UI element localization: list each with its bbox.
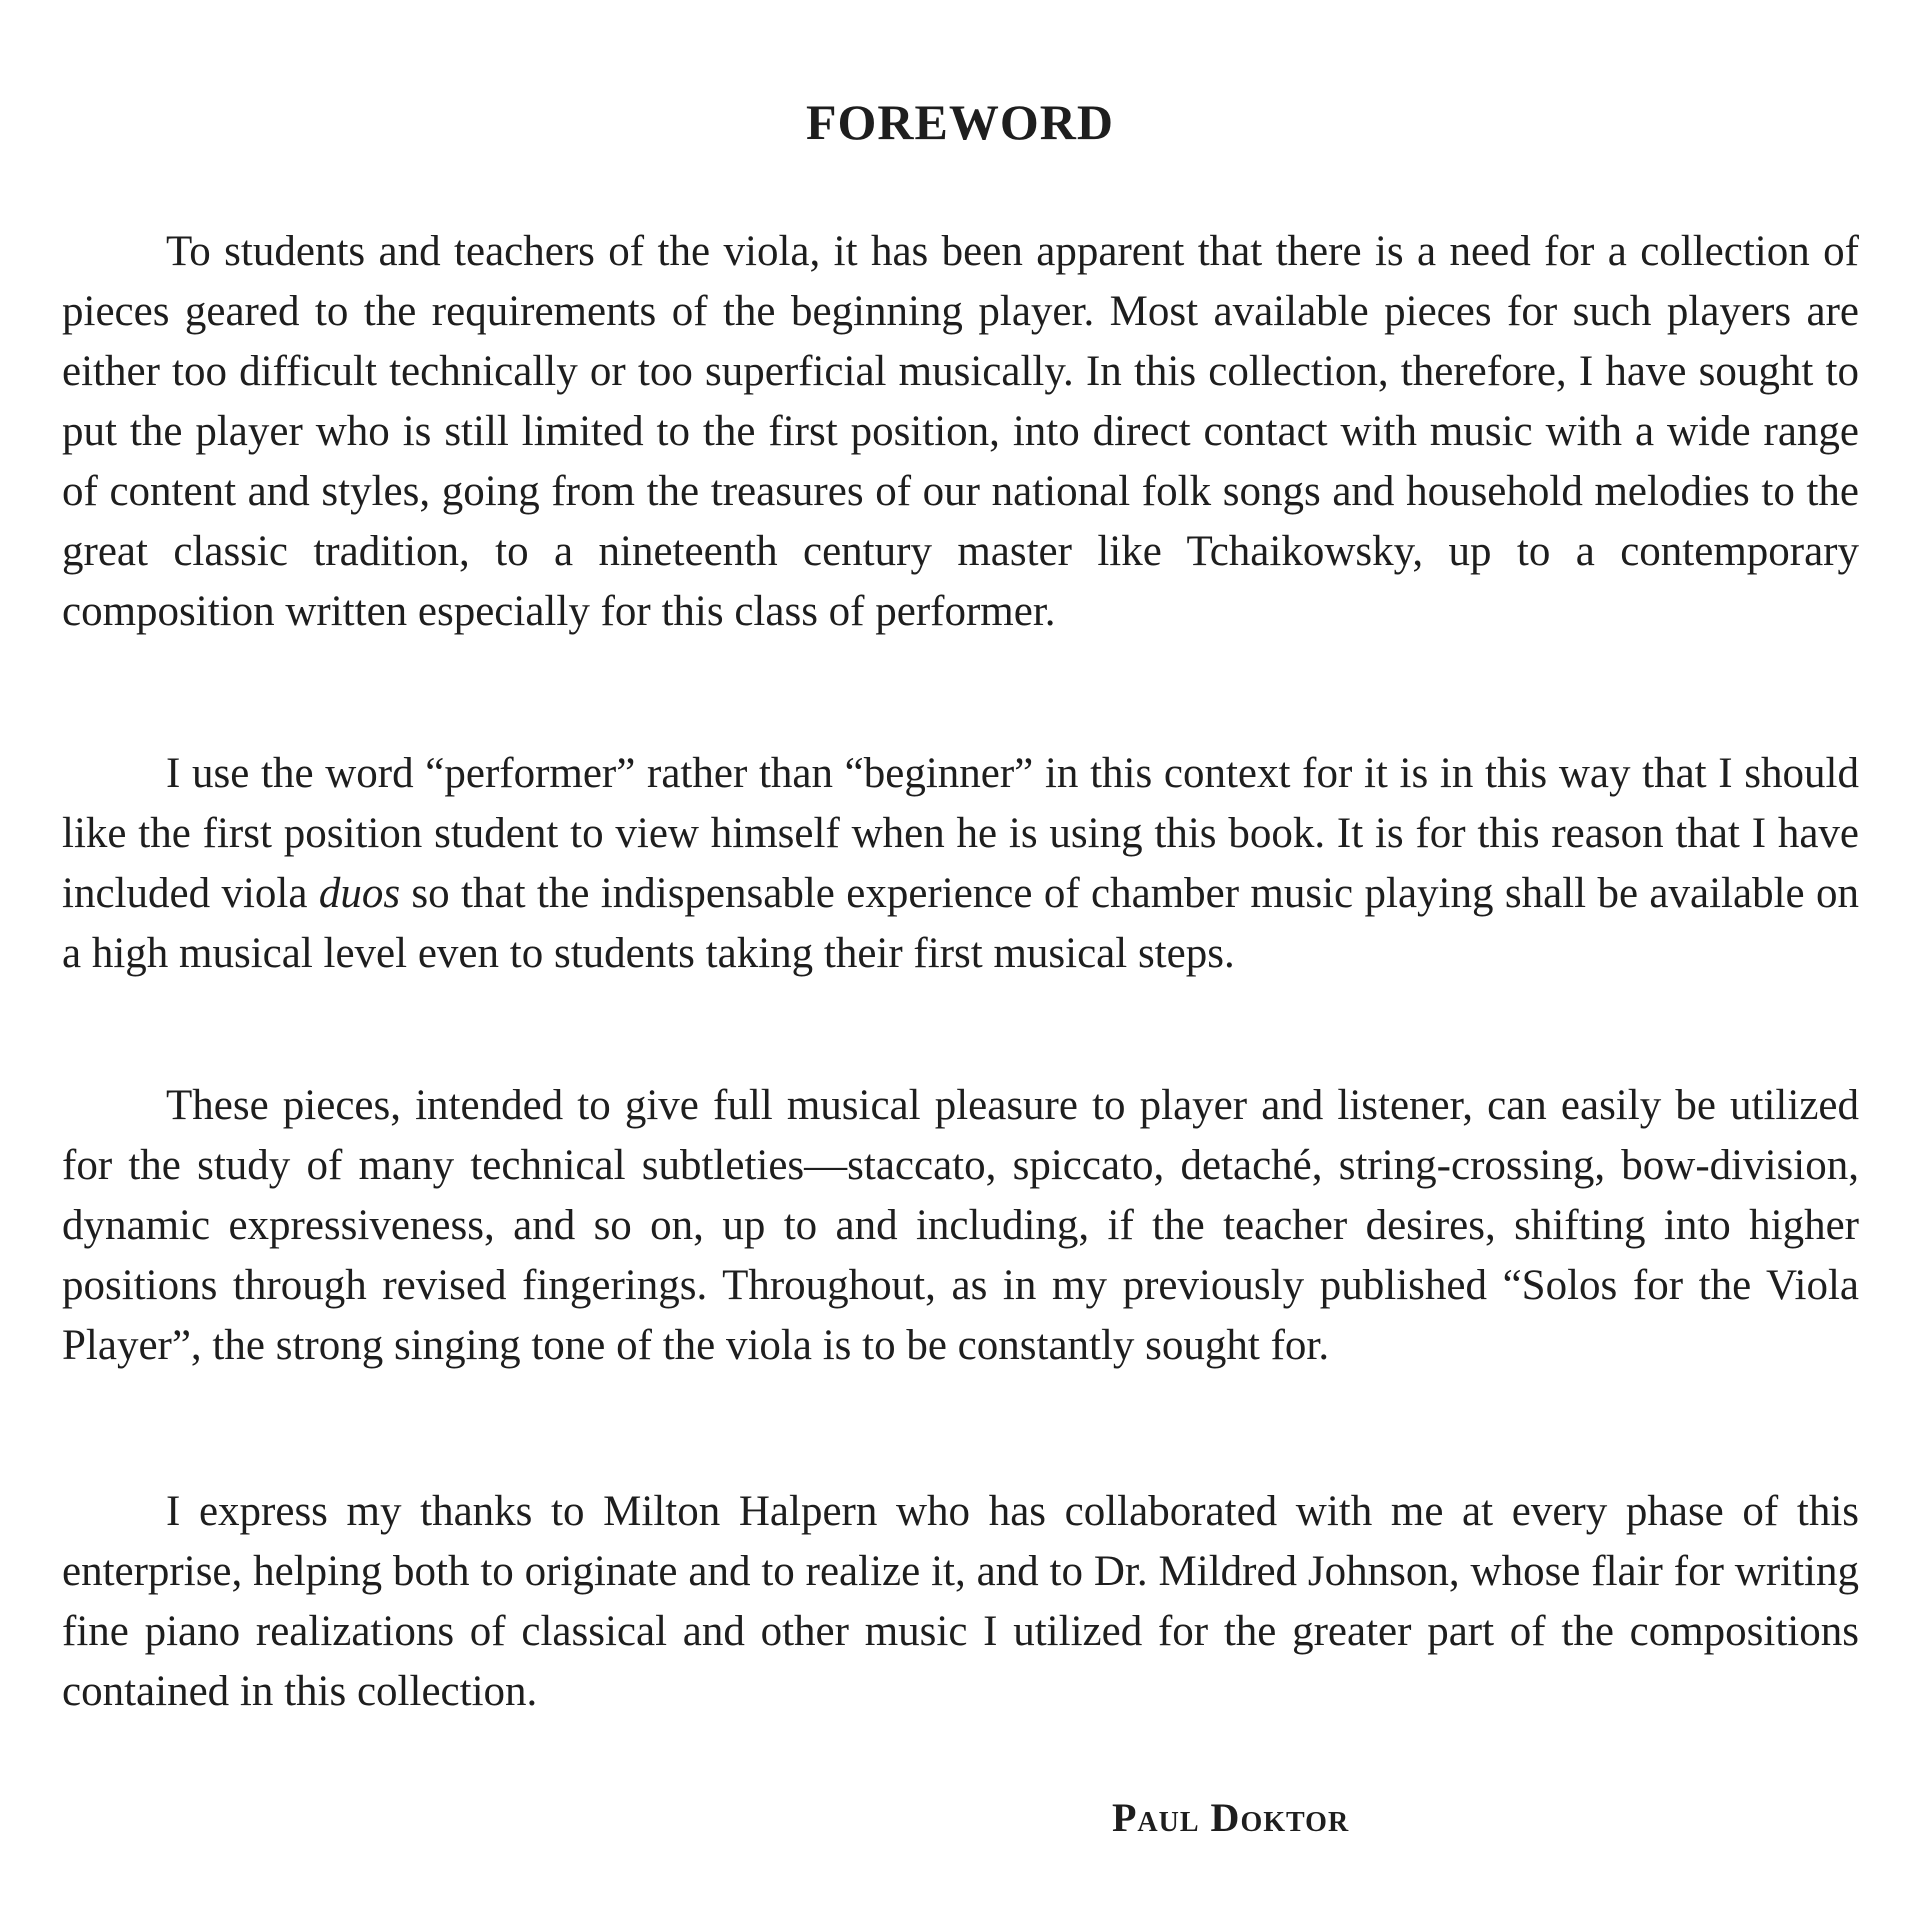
paragraph-4: I express my thanks to Milton Halpern who has collaborated with me at every phase of this enterprise, helping both to originate and to realize it, and to Dr. Mildred Johnson, whose flair for writing fine piano realizations of classical and other music I utilized for the greater part of the compositions contained in this collection. <box>62 1488 1859 1715</box>
paragraph-1: To students and teachers of the viola, it has been apparent that there is a need for a collection of pieces geared to the requirements of the beginning player. Most available pieces for such players are either too difficult technically or too superficial musically. In this collection, therefore, I have sought to put the player who is still limited to the first position, into direct contact with music with a wide range of content and styles, going from the treasures of our national folk songs and household melodies to the great classic tradition, to a nineteenth century master like Tchaikowsky, up to a contemporary composition written especially for this class of performer. <box>62 228 1859 635</box>
paragraph-2-text-before: I use the word “performer” rather than “beginner” in this context for it is in this way that I should like the first position student to view himself when he is using this book. It is for this reason that I have included viola <box>62 750 1859 917</box>
author-signature: Paul Doktor <box>1112 1795 1350 1840</box>
paragraph-3: These pieces, intended to give full musical pleasure to player and listener, can easily be utilized for the study of many technical subtleties—staccato, spiccato, detaché, string-crossing, bow-division, dynamic expressiveness, and so on, up to and including, if the teacher desires, shifting into higher positions through revised fingerings. Throughout, as in my previously published “Solos for the Viola Player”, the strong singing tone of the viola is to be constantly sought for. <box>62 1082 1859 1369</box>
paragraph-2-italic-word: duos <box>318 870 401 917</box>
paragraph-2 <box>62 744 1859 984</box>
paragraph-2-text-after: so that the indispensable experience of chamber music playing shall be available on a high musical level even to students taking their first musical steps. <box>62 870 1859 977</box>
page-title: FOREWORD <box>806 94 1114 150</box>
